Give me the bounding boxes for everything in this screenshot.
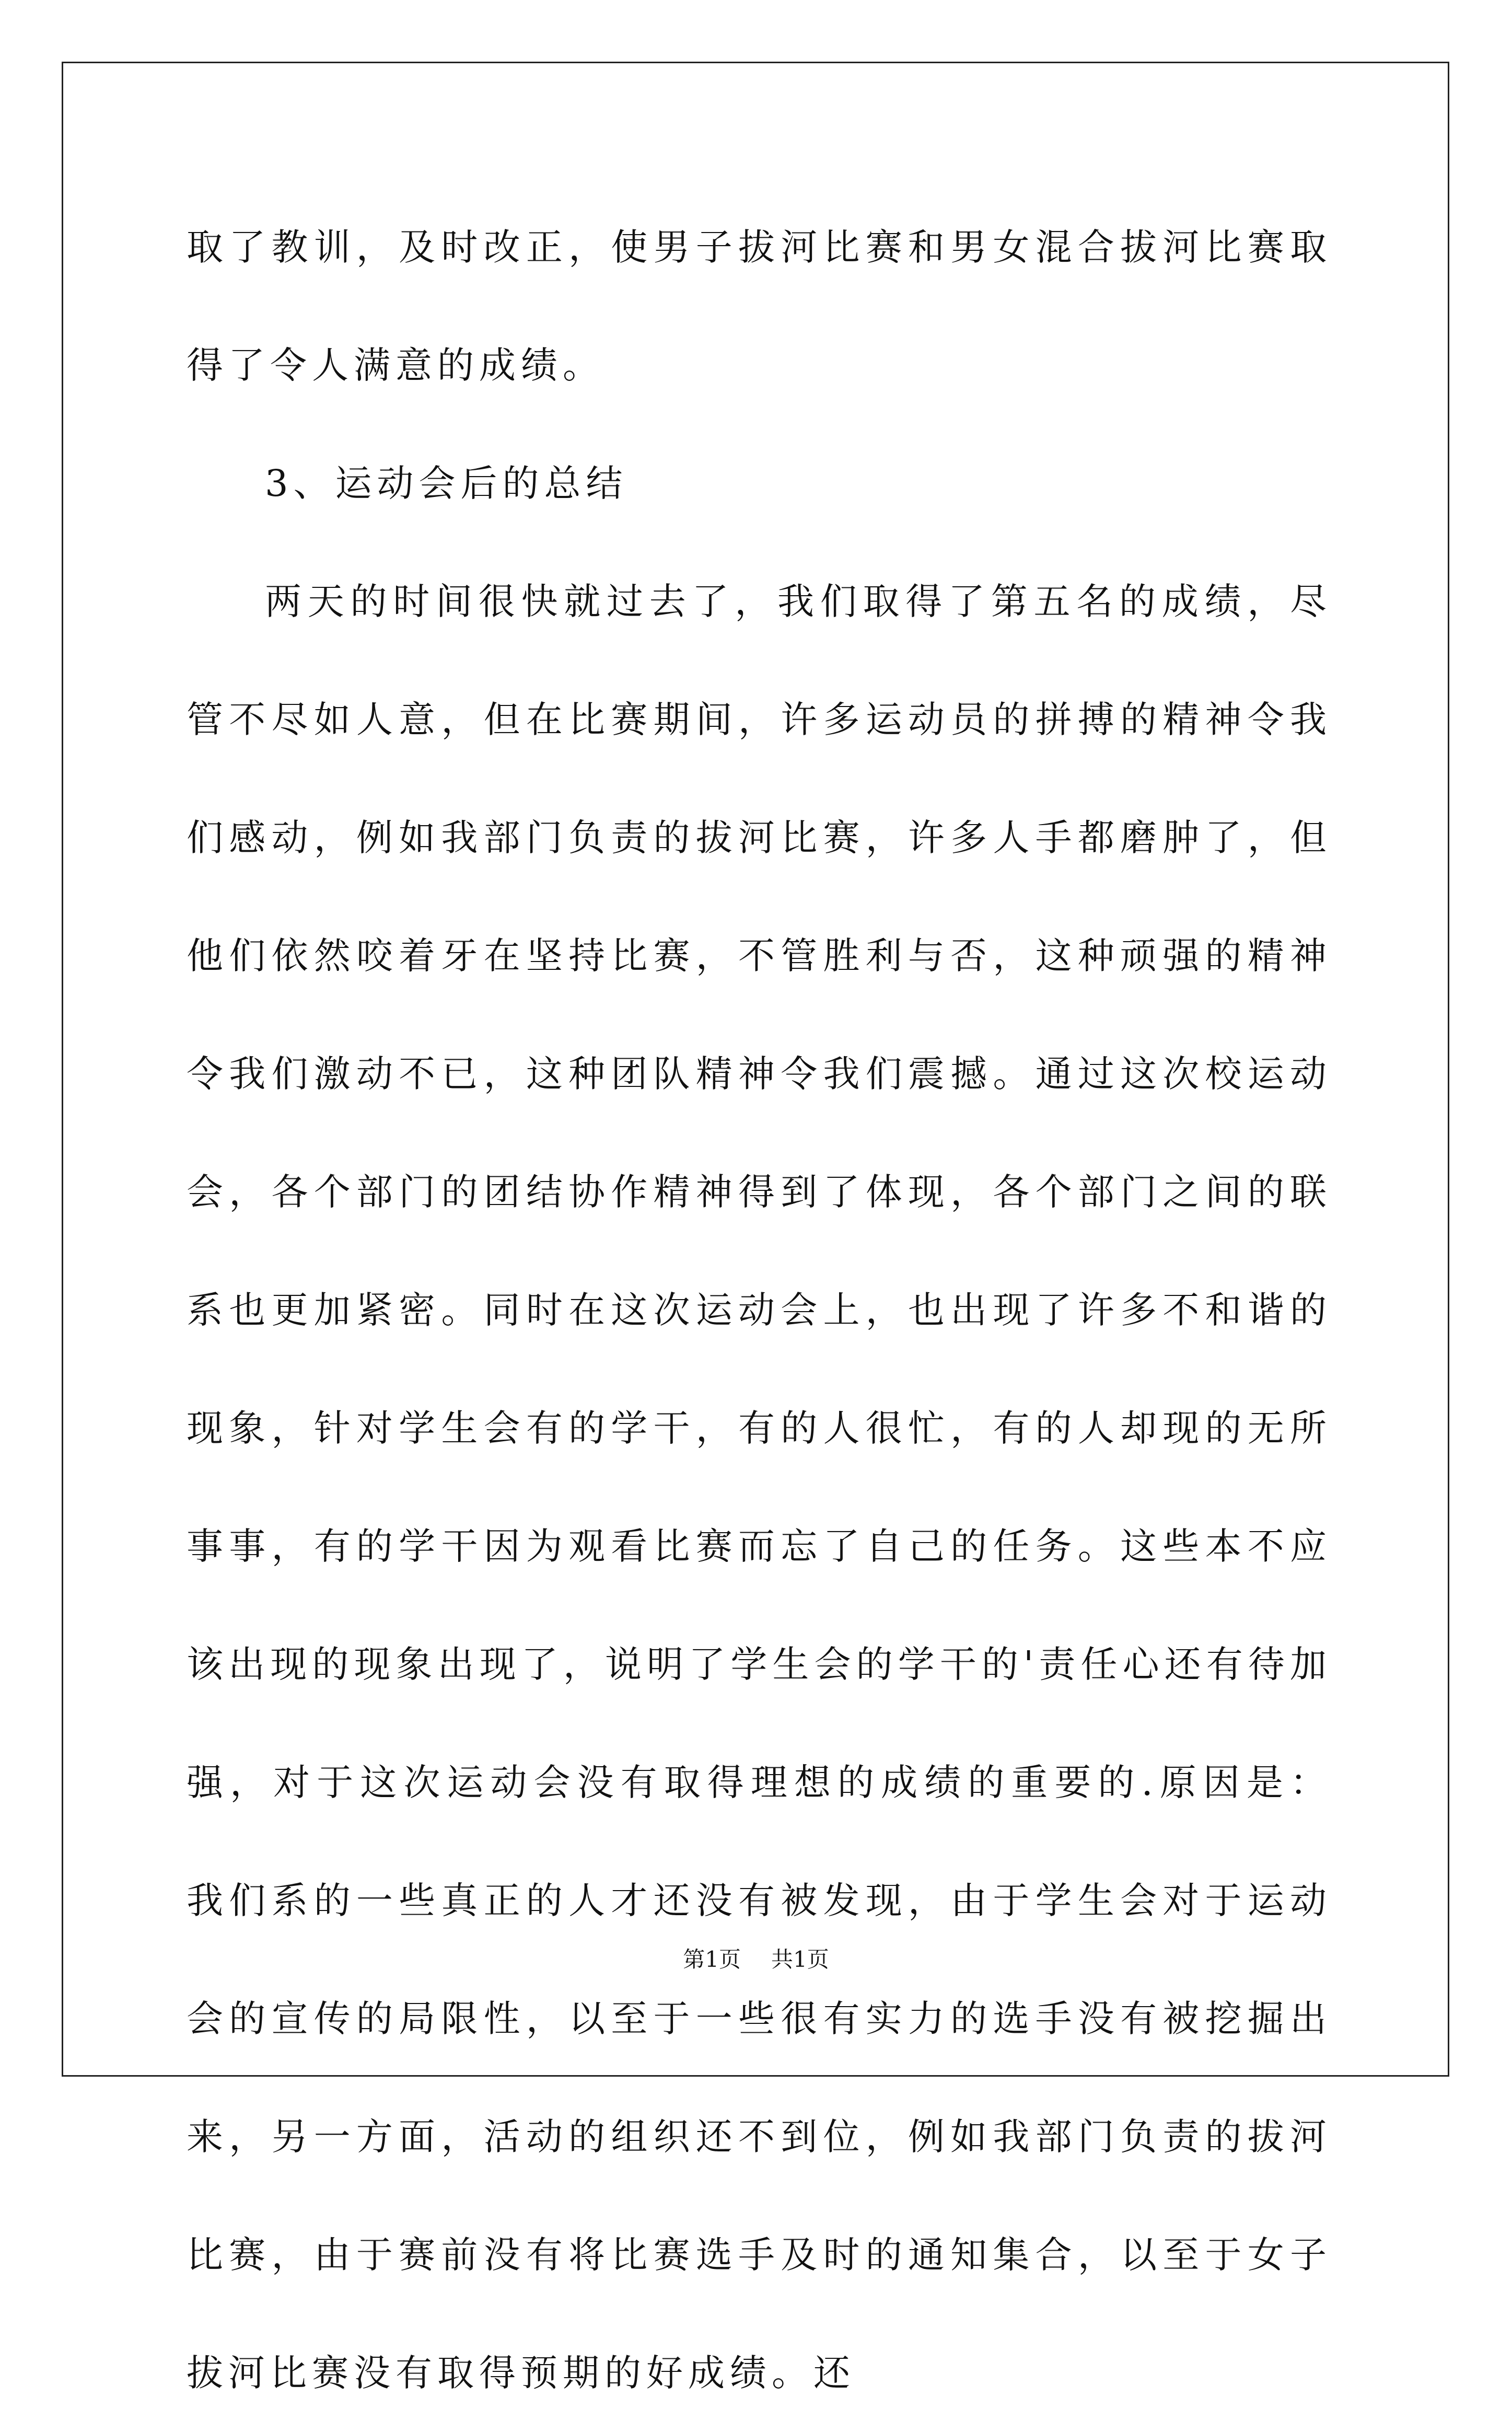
section-heading: 3、运动会后的总结 <box>265 462 628 505</box>
page-footer <box>0 1945 1512 1974</box>
page-number: 第1页 <box>683 1947 741 1972</box>
document-body <box>187 188 1332 2432</box>
page-total: 共1页 <box>771 1947 829 1972</box>
paragraph-summary: 两天的时间很快就过去了，我们取得了第五名的成绩，尽管不尽如人意，但在比赛期间，许多运动员的拼搏的精神令我们感动，例如我部门负责的拔河比赛，许多人手都磨肿了，但他们依然咬着牙在坚持比赛，不管胜利与否，这种顽强的精神令我们激动不已，这种团队精神令我们震撼。通过这次校运动会，各个部门的团结协作精神得到了体现，各个部门之间的联系也更加紧密。同时在这次运动会上，也出现了许多不和谐的现象，针对学生会有的学干，有的人很忙，有的人却现的无所事事，有的学干因为观看比赛而忘了自己的任务。这些本不应该出现的现象出现了，说明了学生会的学干的'责任心还有待加强，对于这次运动会没有取得理想的成绩的重要的.原因是：我们系的一些真正的人才还没有被发现，由于学生会对于运动会的宣传的局限性，以至于一些很有实力的选手没有被挖掘出来，另一方面，活动的组织还不到位，例如我部门负责的拔河比赛，由于赛前没有将比赛选手及时的通知集合，以至于女子拔河比赛没有取得预期的好成绩。还 <box>187 580 1332 2394</box>
paragraph-continuation: 取了教训，及时改正，使男子拔河比赛和男女混合拔河比赛取得了令人满意的成绩。 <box>187 226 1332 387</box>
